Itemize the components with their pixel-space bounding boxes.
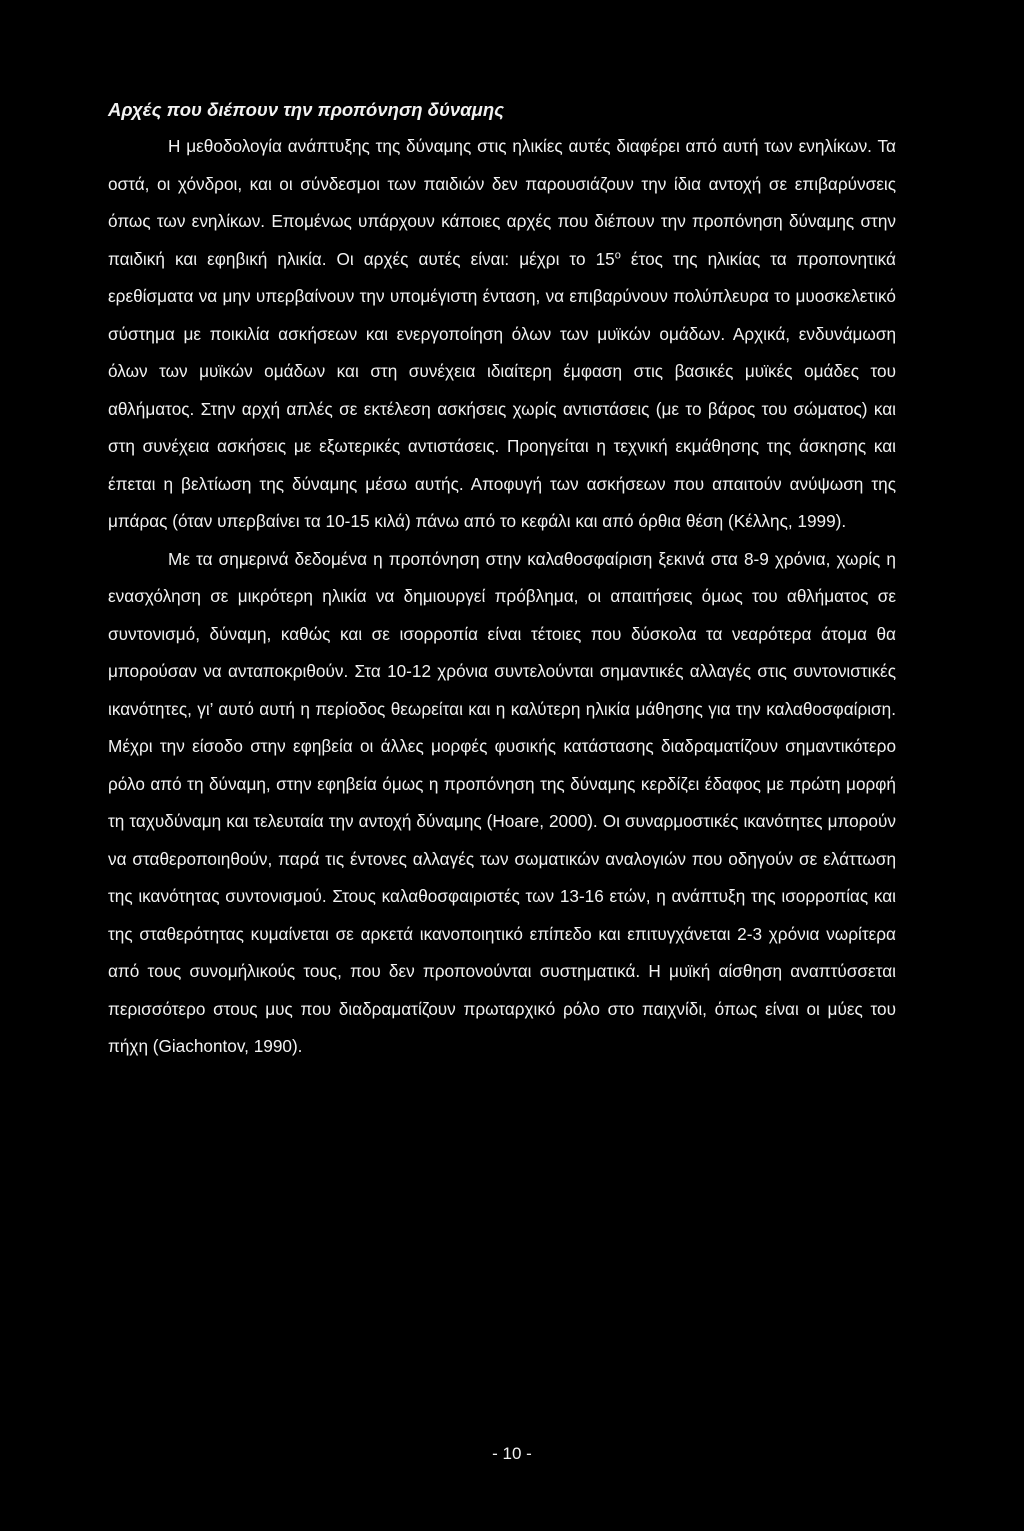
page-number: - 10 - [492,1444,532,1463]
paragraph-1-text-a: Η μεθοδολογία ανάπτυξης της δύναμης στις ηλικίες αυτές διαφέρει από αυτή των ενηλίκων. Τα οστά, οι χόνδροι, και οι σύνδεσμοι των παιδιών δεν παρουσιάζουν την ίδια αντοχή σε επιβαρύνσεις όπως των ενηλίκων. Επομένως υπάρχουν κάποιες αρχές που διέπουν την προπόνηση δύναμης στην παιδική και εφηβική ηλικία. Οι αρχές αυτές είναι: μέχρι το 15 [108,136,896,269]
paragraph-basketball-training-age: Με τα σημερινά δεδομένα η προπόνηση στην καλαθοσφαίριση ξεκινά στα 8-9 χρόνια, χωρίς η ενασχόληση σε μικρότερη ηλικία να δημιουργεί πρόβλημα, οι απαιτήσεις όμως του αθλήματος σε συντονισμό, δύναμη, καθώς και σε ισορροπία είναι τέτοιες που δύσκολα τα νεαρότερα άτομα θα μπορούσαν να ανταποκριθούν. Στα 10-12 χρόνια συντελούνται σημαντικές αλλαγές στις συντονιστικές ικανότητες, γι’ αυτό αυτή η περίοδος θεωρείται και η καλύτερη ηλικία μάθησης για την καλαθοσφαίριση. Μέχρι την είσοδο στην εφηβεία οι άλλες μορφές φυσικής κατάστασης διαδραματίζουν σημαντικότερο ρόλο από τη δύναμη, στην εφηβεία όμως η προπόνηση της δύναμης κερδίζει έδαφος με πρώτη μορφή τη ταχυδύναμη και τελευταία την αντοχή δύναμης (Hoare, 2000). Οι συναρμοστικές ικανότητες μπορούν να σταθεροποιηθούν, παρά τις έντονες αλλαγές των σωματικών αναλογιών που οδηγούν σε ελάττωση της ικανότητας συντονισμού. Στους καλαθοσφαιριστές των 13-16 ετών, η ανάπτυξη της ισορροπίας και της σταθερότητας κυμαίνεται σε αρκετά ικανοποιητικό επίπεδο και επιτυγχάνεται 2-3 χρόνια νωρίτερα από τους συνομήλικούς τους, που δεν προπονούνται συστηματικά. Η μυϊκή αίσθηση αναπτύσσεται περισσότερο στους μυς που διαδραματίζουν πρωταρχικό ρόλο στο παιχνίδι, όπως είναι οι μύες του πήχη (Giachontov, 1990). [108,548,896,1056]
paragraph-1-text-b: έτος της ηλικίας τα προπονητικά ερεθίσματα να μην υπερβαίνουν την υπομέγιστη ένταση, να επιβαρύνουν πολύπλευρα το μυοσκελετικό σύστημα με ποικιλία ασκήσεων και ενεργοποίηση όλων των μυϊκών ομάδων. Αρχικά, ενδυνάμωση όλων των μυϊκών ομάδων και στη συνέχεια ιδιαίτερη έμφαση στις βασικές μυϊκές ομάδες του αθλήματος. Στην αρχή απλές σε εκτέλεση ασκήσεις χωρίς αντιστάσεις (με το βάρος του σώματος) και στη συνέχεια ασκήσεις με εξωτερικές αντιστάσεις. Προηγείται η τεχνική εκμάθησης της άσκησης και έπεται η βελτίωση της δύναμης μέσω αυτής. Αποφυγή των ασκήσεων που απαιτούν ανύψωση της μπάρας (όταν υπερβαίνει τα 10-15 κιλά) πάνω από το κεφάλι και από όρθια θέση (Κέλλης, 1999). [108,248,896,531]
document-body [108,98,896,1066]
section-heading: Αρχές που διέπουν την προπόνηση δύναμης [108,99,504,120]
superscript-ordinal: ο [614,248,621,261]
paragraph-strength-training-principles [108,128,896,541]
